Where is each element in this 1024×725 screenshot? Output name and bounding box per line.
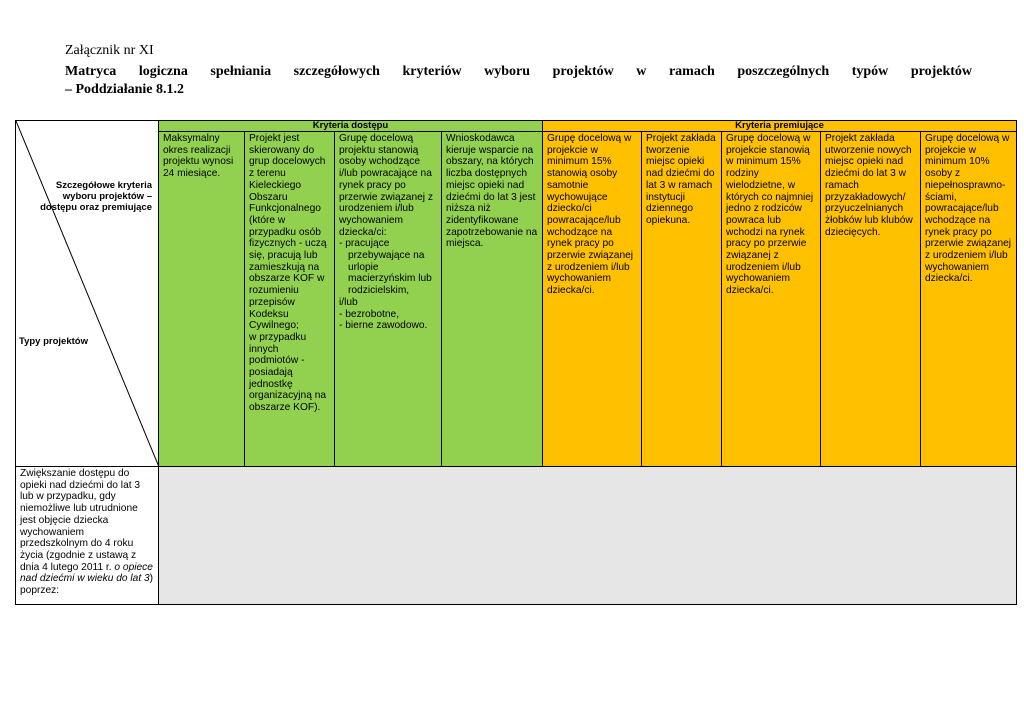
document-subtitle: – Poddziałanie 8.1.2 [65,82,185,97]
access-criterion-4: Wnioskodawca kieruje wsparcie na obszary, na których liczba dostępnych miejsc opieki nad dziećmi do lat 3 jest niższa niż zidentyfikowane zapotrzebowanie na miejsca. [442,132,543,467]
premium-criterion-1: Grupę docelową w projekcie w minimum 15% stanowią osoby samotnie wychowujące dziecko/ci powracające/lub wchodzące na rynek pracy po przerwie związanej z urodzeniem i/lub wychowaniem dziecka/ci. [543,132,642,467]
list-item: - bierne zawodowo. [339,320,437,332]
premium-criteria-header: Kryteria premiujące [543,121,1017,132]
access-criterion-3-list-2 [339,309,437,332]
premium-criterion-3: Grupę docelową w projekcie stanowią w minimum 15% rodziny wielodzietne, w których co najmniej jedno z rodziców powraca lub wchodzi na rynek pracy po przerwie związanej z urodzeniem i/lub wychowaniem dziecka/ci. [722,132,821,467]
access-criterion-3-or: i/lub [339,296,358,308]
access-criterion-3-intro: Grupę docelową projektu stanowią osoby wchodzące i/lub powracające na rynek pracy po przerwie związanej z urodzeniem i/lub wychowaniem dziecka/ci: [339,133,433,238]
list-item: - pracujące przebywające na urlopie macierzyńskim lub rodzicielskim, [339,238,437,297]
law-title: o opiece nad dziećmi w wieku do lat 3 [20,561,153,585]
access-criteria-header: Kryteria dostępu [159,121,543,132]
attachment-number: Załącznik nr XI [65,43,154,58]
premium-criterion-5: Grupę docelową w projekcie w minimum 10% osoby z niepełnosprawno-ściami, powracające/lub wchodzące na rynek pracy po przerwie związanej z urodzeniem i/lub wychowaniem dziecka/ci. [921,132,1017,467]
premium-criterion-4: Projekt zakłada utworzenie nowych miejsc opieki nad dziećmi do lat 3 w ramach przyzakładowych/ przyuczelnianych żłobków lub klubów dziecięcych. [821,132,921,467]
access-criterion-3 [335,132,442,467]
project-type-1: Zwiększanie dostępu do opieki nad dziećmi do lat 3 lub w przypadku, gdy niemożliwe lub utrudnione jest objęcie dziecka wychowaniem przedszkolnym do 4 roku życia (zgodnie z ustawą z dnia 4 lutego 2011 r. o opiece nad dziećmi w wieku do lat 3) poprzez: [16,467,159,605]
criteria-matrix [15,120,1017,605]
document-title: Matryca logiczna spełniania szczegółowych kryteriów wyboru projektów w ramach poszczególnych typów projektów [65,64,972,79]
premium-criterion-2: Projekt zakłada tworzenie miejsc opieki nad dziećmi do lat 3 w ramach instytucji dziennego opiekuna. [642,132,722,467]
corner-header [16,121,159,467]
list-item: - bezrobotne, [339,309,437,321]
corner-criteria-label: Szczegółowe kryteria wyboru projektów – dostępu oraz premiujące [40,180,152,213]
access-criterion-2: Projekt jest skierowany do grup docelowych z terenu Kieleckiego Obszaru Funkcjonalnego (które w przypadku osób fizycznych - uczą się, pracują lub zamieszkują na obszarze KOF w rozumieniu przepisów Kodeksu Cywilnego; w przypadku innych podmiotów - posiadają jednostkę organizacyjną na obszarze KOF). [245,132,335,467]
access-criterion-3-list [339,238,437,297]
corner-types-label: Typy projektów [19,336,88,347]
document-heading [65,42,972,99]
corner-diagonal [16,121,159,467]
empty-evaluation-area [159,467,1017,605]
access-criterion-1: Maksymalny okres realizacji projektu wynosi 24 miesiące. [159,132,245,467]
